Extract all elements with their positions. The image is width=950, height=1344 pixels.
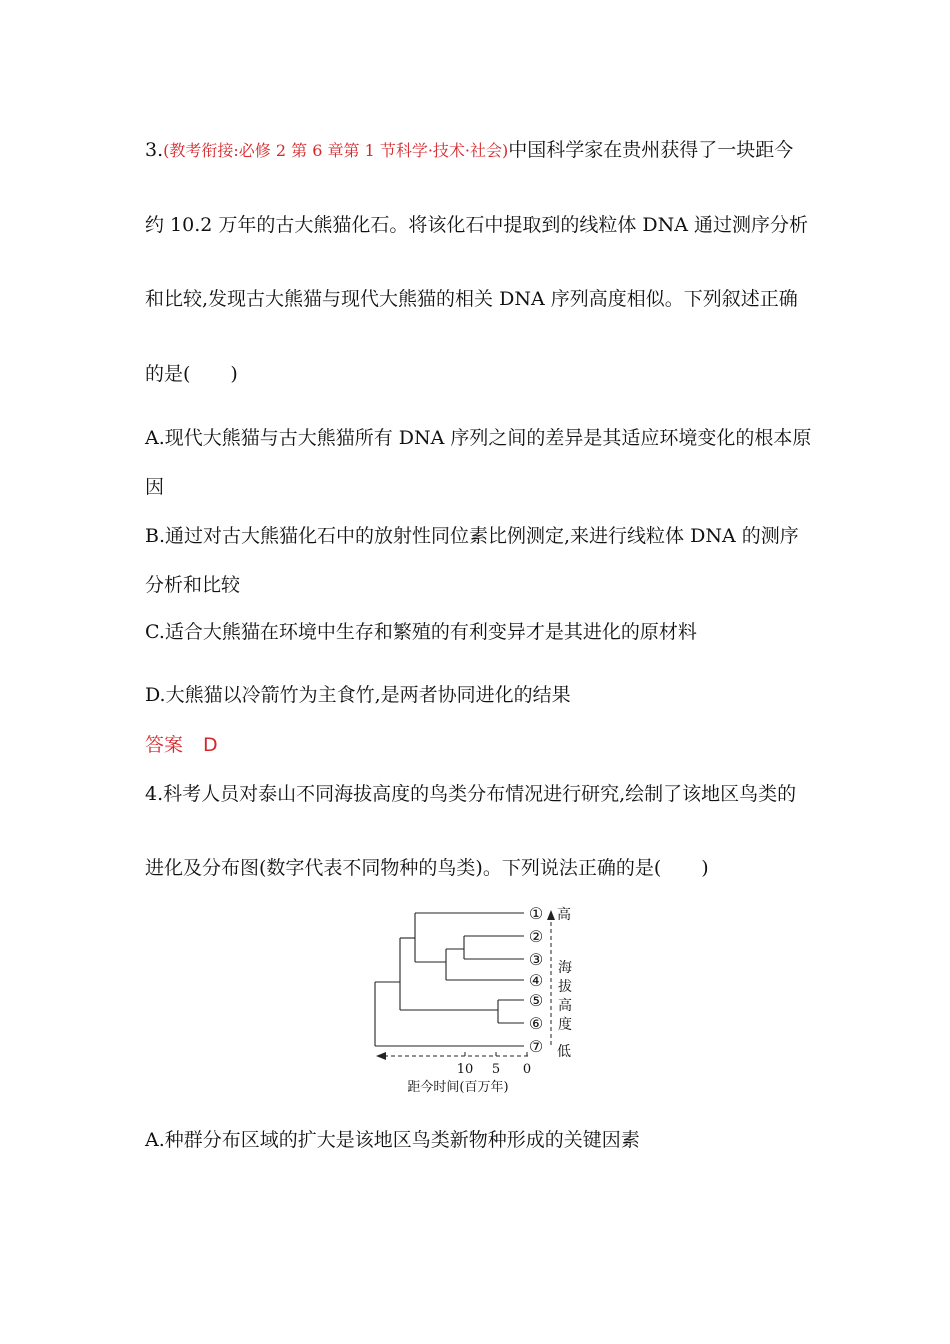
phylogenetic-tree-branches — [375, 913, 524, 1046]
q3-option-b-line-1: B.通过对古大熊猫化石中的放射性同位素比例测定,来进行线粒体 DNA 的测序 — [145, 525, 799, 547]
q3-paren-close: ) — [230, 363, 238, 385]
q4-option-a: A.种群分布区域的扩大是该地区鸟类新物种形成的关键因素 — [145, 1129, 640, 1151]
q3-option-a-line-1: A.现代大熊猫与古大熊猫所有 DNA 序列之间的差异是其适应环境变化的根本原 — [145, 427, 812, 449]
time-tick-0: 0 — [522, 1062, 532, 1077]
q3-stem-line-2: 约 10.2 万年的古大熊猫化石。将该化石中提取到的线粒体 DNA 通过测序分析 — [145, 214, 809, 236]
species-label-4: ④ — [528, 971, 544, 990]
q3-source-tag: (教考衔接:必修 2 第 6 章第 1 节科学·技术·社会) — [163, 141, 509, 160]
species-label-7: ⑦ — [528, 1037, 544, 1056]
species-label-1: ① — [528, 904, 544, 923]
q4-stem-text-2: 进化及分布图(数字代表不同物种的鸟类)。下列说法正确的是( — [145, 857, 662, 879]
time-axis-arrow-icon — [376, 1052, 386, 1060]
time-axis-label: 距今时间(百万年) — [407, 1080, 509, 1095]
q4-paren-close: ) — [701, 857, 709, 879]
time-axis-ticks — [465, 1052, 527, 1056]
q3-answer — [145, 733, 218, 757]
q3-stem-text-1: 中国科学家在贵州获得了一块距今 — [508, 139, 794, 161]
altitude-axis-char-1: 海 — [558, 960, 572, 976]
time-tick-10: 10 — [456, 1062, 474, 1077]
answer-value: D — [203, 734, 218, 756]
altitude-axis-char-2: 拔 — [558, 979, 572, 995]
answer-label: 答案 — [145, 734, 184, 756]
altitude-low-label: 低 — [557, 1044, 571, 1060]
species-label-3: ③ — [528, 950, 544, 969]
altitude-axis-char-3: 高 — [558, 998, 572, 1014]
q3-stem-text-4: 的是( — [145, 363, 191, 385]
altitude-axis-arrow-icon — [547, 910, 555, 920]
q4-stem-line-1: 4.科考人员对泰山不同海拔高度的鸟类分布情况进行研究,绘制了该地区鸟类的 — [145, 783, 797, 805]
q3-number: 3. — [145, 139, 164, 161]
q3-option-b-line-2: 分析和比较 — [145, 574, 241, 596]
species-label-2: ② — [528, 927, 544, 946]
q3-option-d: D.大熊猫以冷箭竹为主食竹,是两者协同进化的结果 — [145, 684, 571, 706]
q3-stem-line-3: 和比较,发现古大熊猫与现代大熊猫的相关 DNA 序列高度相似。下列叙述正确 — [145, 288, 798, 310]
q3-option-c: C.适合大熊猫在环境中生存和繁殖的有利变异才是其进化的原材料 — [145, 621, 697, 643]
altitude-high-label: 高 — [557, 907, 571, 923]
altitude-axis-char-4: 度 — [558, 1017, 572, 1033]
q3-stem-line-4 — [145, 362, 238, 386]
q3-stem-line-1 — [145, 138, 793, 163]
q4-stem-line-2 — [145, 856, 709, 880]
bird-evolution-figure — [360, 898, 600, 1098]
time-tick-5: 5 — [491, 1062, 501, 1077]
q3-option-a-line-2: 因 — [145, 476, 165, 498]
species-label-5: ⑤ — [528, 991, 544, 1010]
species-label-6: ⑥ — [528, 1014, 544, 1033]
